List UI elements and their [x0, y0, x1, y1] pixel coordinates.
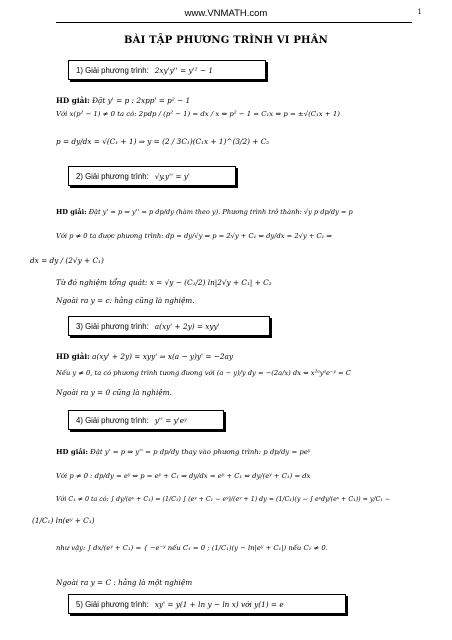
solution-2-line-2: Với p ≠ 0 ta được phương trình: dp = dy/√y ⇒ p = 2√y + C₁ ⇔ dy/dx = 2√y + C₁ ⇒ — [56, 232, 333, 240]
solution-3-line-2: Nếu y ≠ 0, ta có phương trình tương đương với (a − y)/y dy = −(2a/x) dx ⇔ x²ᵃyᵃe⁻ʸ = C — [56, 369, 351, 377]
problem-label: 3) Giải phương trình: — [76, 321, 149, 331]
problem-equation: 2xy'y'' = y'² − 1 — [154, 65, 213, 75]
page-title: BÀI TẬP PHƯƠNG TRÌNH VI PHÂN — [123, 35, 329, 46]
header-rule — [56, 22, 412, 23]
solution-4-line-6: Ngoài ra y = C : hằng là một nghiệm — [56, 578, 193, 587]
problem-label: 5) Giải phương trình: — [76, 599, 149, 609]
site-header: www.VNMATH.com — [184, 8, 268, 19]
problem-label: 4) Giải phương trình: — [76, 415, 149, 425]
problem-2-box — [68, 166, 236, 186]
solution-2-line-3: dx = dy / (2√y + C₁) — [30, 256, 104, 265]
solution-4-line-3: Với C₁ ≠ 0 ta có: ∫ dy/(eʸ + C₁) = (1/C₁) ∫ (eʸ + C₁ − eʸ)/(eʸ + 1) dy = (1/C₁)(y − ∫ eʸdy/(eʸ + C₁)) = y/C₁ − — [56, 496, 391, 503]
solution-4-line-4: (1/C₁) ln(eʸ + C₁) — [32, 516, 95, 525]
problem-label: 1) Giải phương trình: — [76, 65, 149, 75]
problem-equation: y'' = y'eʸ — [154, 415, 187, 425]
problem-equation: xy' = y(1 + ln y − ln x) với y(1) = e — [154, 599, 284, 609]
problem-4-box — [68, 410, 224, 430]
solution-3-line-1: HD giải: a(xy' + 2y) = xyy' ⇒ x(a − y)y' = −2ay — [56, 352, 233, 361]
problem-equation: a(xy' + 2y) = xyy' — [154, 321, 220, 331]
solution-4-line-2: Với p ≠ 0 : dp/dy = eʸ ⇔ p = eʸ + C₁ ⇒ dy/dx = eʸ + C₁ ⇔ dy/(eʸ + C₁) = dx — [56, 472, 311, 480]
page-number: 1 — [417, 8, 422, 16]
solution-2-line-5: Ngoài ra y = c: hằng cũng là nghiệm. — [56, 296, 195, 305]
problem-5-box — [68, 594, 346, 614]
solution-1-line-3: p = dy/dx = √(C₁ + 1) ⇒ y = (2 / 3C₁)(C₁x + 1)^(3/2) + C₂ — [56, 137, 270, 146]
problem-3-box — [68, 316, 270, 336]
solution-1-line-1: HD giải: Đặt y' = p : 2xpp' = p² − 1 — [56, 96, 191, 105]
solution-2-line-4: Từ đó nghiệm tổng quát: x = √y − (C₁/2) ln|2√y + C₁| + C₂ — [56, 278, 272, 287]
problem-label: 2) Giải phương trình: — [76, 171, 149, 181]
solution-3-line-3: Ngoài ra y = 0 cũng là nghiệm. — [56, 388, 172, 397]
solution-1-line-2: Với x(p² − 1) ≠ 0 ta có: 2pdp / (p² − 1) = dx / x ⇔ p² − 1 = C₁x ⇔ p = ±√(C₁x + 1) — [56, 110, 340, 118]
problem-1-box — [68, 60, 266, 80]
solution-4-line-5: như vậy: ∫ dx/(eʸ + C₁) = { −e⁻ʸ nếu C₁ = 0 ; (1/C₁)(y − ln|eʸ + C₁|) nếu C₁ ≠ 0. — [56, 544, 328, 552]
solution-2-line-1: HD giải: Đặt y' = p ⇒ y'' = p dp/dy (hàm theo y). Phương trình trở thành: √y p dp/dy = p — [56, 208, 353, 216]
solution-4-line-1: HD giải: Đặt y' = p ⇒ y'' = p dp/dy thay vào phương trình: p dp/dy = peʸ — [56, 448, 311, 456]
problem-equation: √y.y'' = y' — [154, 171, 190, 181]
